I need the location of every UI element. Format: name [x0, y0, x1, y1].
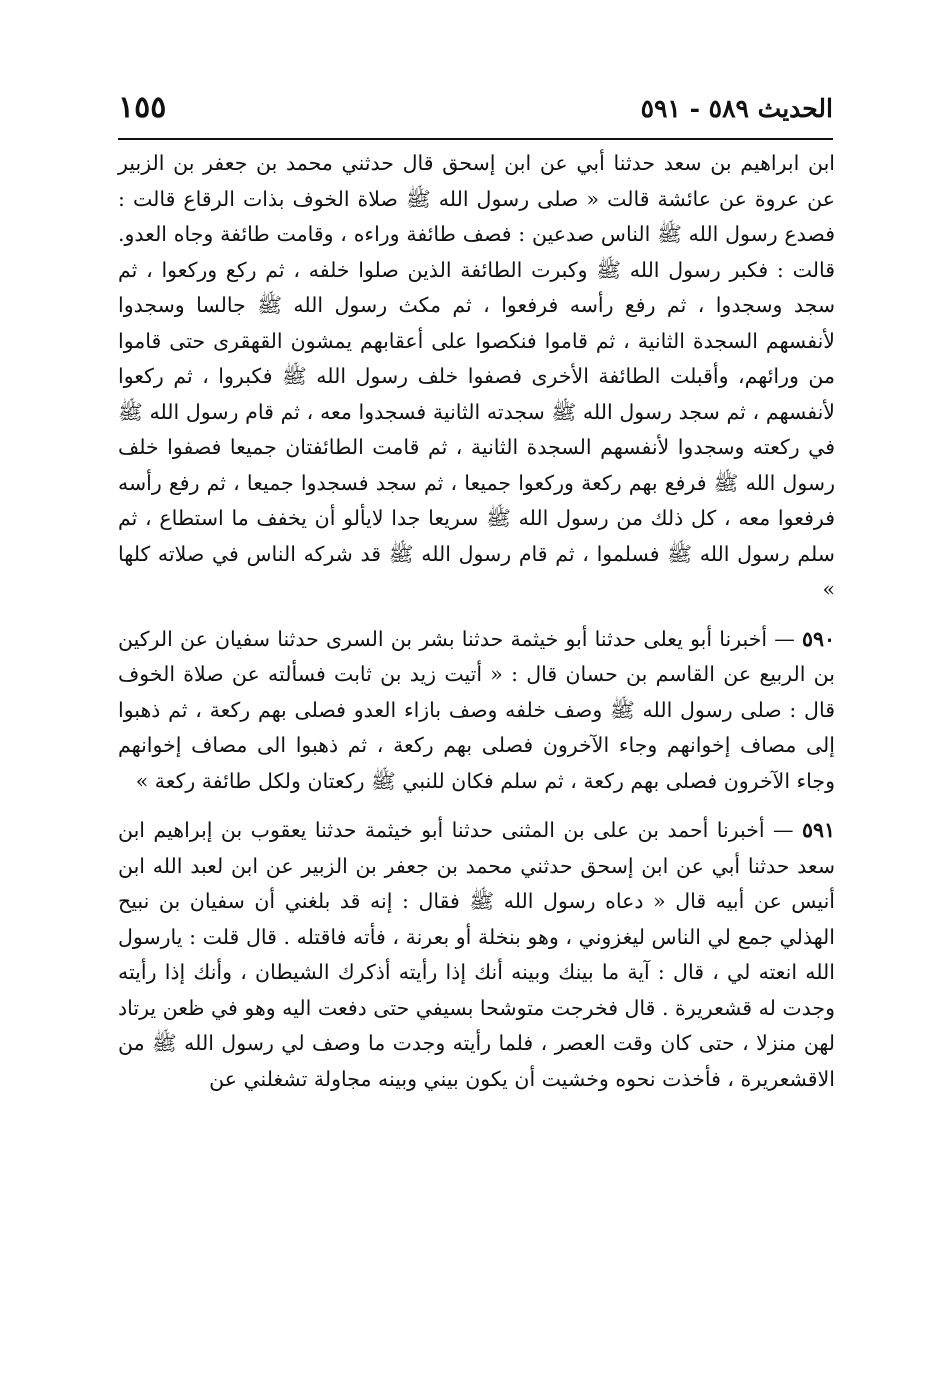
hadith-591: [118, 813, 835, 1097]
hadith-number: ٥٩١: [801, 818, 835, 842]
page-body: [118, 146, 835, 1097]
page-number: ١٥٥: [118, 90, 167, 125]
page-header: [118, 90, 833, 134]
paragraph-continuation: [118, 146, 835, 608]
hadith-number: ٥٩٠: [801, 626, 835, 651]
header-divider: [118, 138, 833, 140]
running-title: الحديث ٥٨٩ - ٥٩١: [640, 94, 833, 123]
paragraph-text: — أخبرنا أبو يعلى حدثنا أبو خيثمة حدثنا بشر بن السرى حدثنا سفيان عن الركين بن الربيع عن القاسم بن حسان قال : « أتيت زيد بن ثابت فسألته عن صلاة الخوف قال : صلى رسول الله ﷺ وصف خلفه وصف بازاء العدو فصلى بهم ركعة ، ثم ذهبوا إلى مصاف إخوانهم وجاء الآخرون فصلى بهم ركعة ، ثم ذهبوا الى مصاف إخوانهم وجاء الآخرون فصلى بهم ركعة ، ثم سلم فكان للنبي ﷺ ركعتان ولكل طائفة ركعة »: [118, 626, 835, 793]
paragraph-text: ابن ابراهيم بن سعد حدثنا أبي عن ابن إسحق قال حدثني محمد بن جعفر بن الزبير عن عروة عن عائشة قالت « صلى رسول الله ﷺ صلاة الخوف بذات الرقاع قالت : فصدع رسول الله ﷺ الناس صدعين : فصف طائفة وراءه ، وقامت طائفة وجاه العدو. قالت : فكبر رسول الله ﷺ وكبرت الطائفة الذين صلوا خلفه ، ثم ركع وركعوا ، ثم سجد وسجدوا ، ثم رفع رأسه فرفعوا ، ثم مكث رسول الله ﷺ جالسا وسجدوا لأنفسهم السجدة الثانية ، ثم قاموا فنكصوا على أعقابهم يمشون القهقرى حتى قاموا من ورائهم، وأقبلت الطائفة الأخرى فصفوا خلف رسول الله ﷺ فكبروا ، ثم ركعوا لأنفسهم ، ثم سجد رسول الله ﷺ سجدته الثانية فسجدوا معه ، ثم قام رسول الله ﷺ في ركعته وسجدوا لأنفسهم السجدة الثانية ، ثم قامت الطائفتان جميعا فصفوا خلف رسول الله ﷺ فرفع بهم ركعة وركعوا جميعا ، ثم سجد فسجدوا جميعا ، ثم رفع رأسه فرفعوا معه ، كل ذلك من رسول الله ﷺ سريعا جدا لايألو أن يخفف ما استطاع ، ثم سلم رسول الله ﷺ فسلموا ، ثم قام رسول الله ﷺ قد شركه الناس في صلاته كلها »: [118, 151, 835, 601]
paragraph-text: — أخبرنا أحمد بن على بن المثنى حدثنا أبو خيثمة حدثنا يعقوب بن إبراهيم ابن سعد حدثنا أبي عن ابن إسحق حدثني محمد بن جعفر بن الزبير عن ابن لعبد الله ابن أنيس عن أبيه قال « دعاه رسول الله ﷺ فقال : إنه قد بلغني أن سفيان بن نبيح الهذلي جمع لي الناس ليغزوني ، وهو بنخلة أو بعرنة ، فأته فاقتله . قال قلت : يارسول الله انعته لي ، قال : آية ما بينك وبينه أنك إذا رأيته أذكرك الشيطان ، وأنك إذا رأيته وجدت له قشعريرة . قال فخرجت متوشحا بسيفي حتى دفعت اليه وهو في ظعن يرتاد لهن منزلا ، حتى كان وقت العصر ، فلما رأيته وجدت ما وصف لي رسول الله ﷺ من الاقشعريرة ، فأخذت نحوه وخشيت أن يكون بيني وبينه مجاولة تشغلني عن: [118, 818, 835, 1091]
hadith-590: [118, 622, 835, 800]
